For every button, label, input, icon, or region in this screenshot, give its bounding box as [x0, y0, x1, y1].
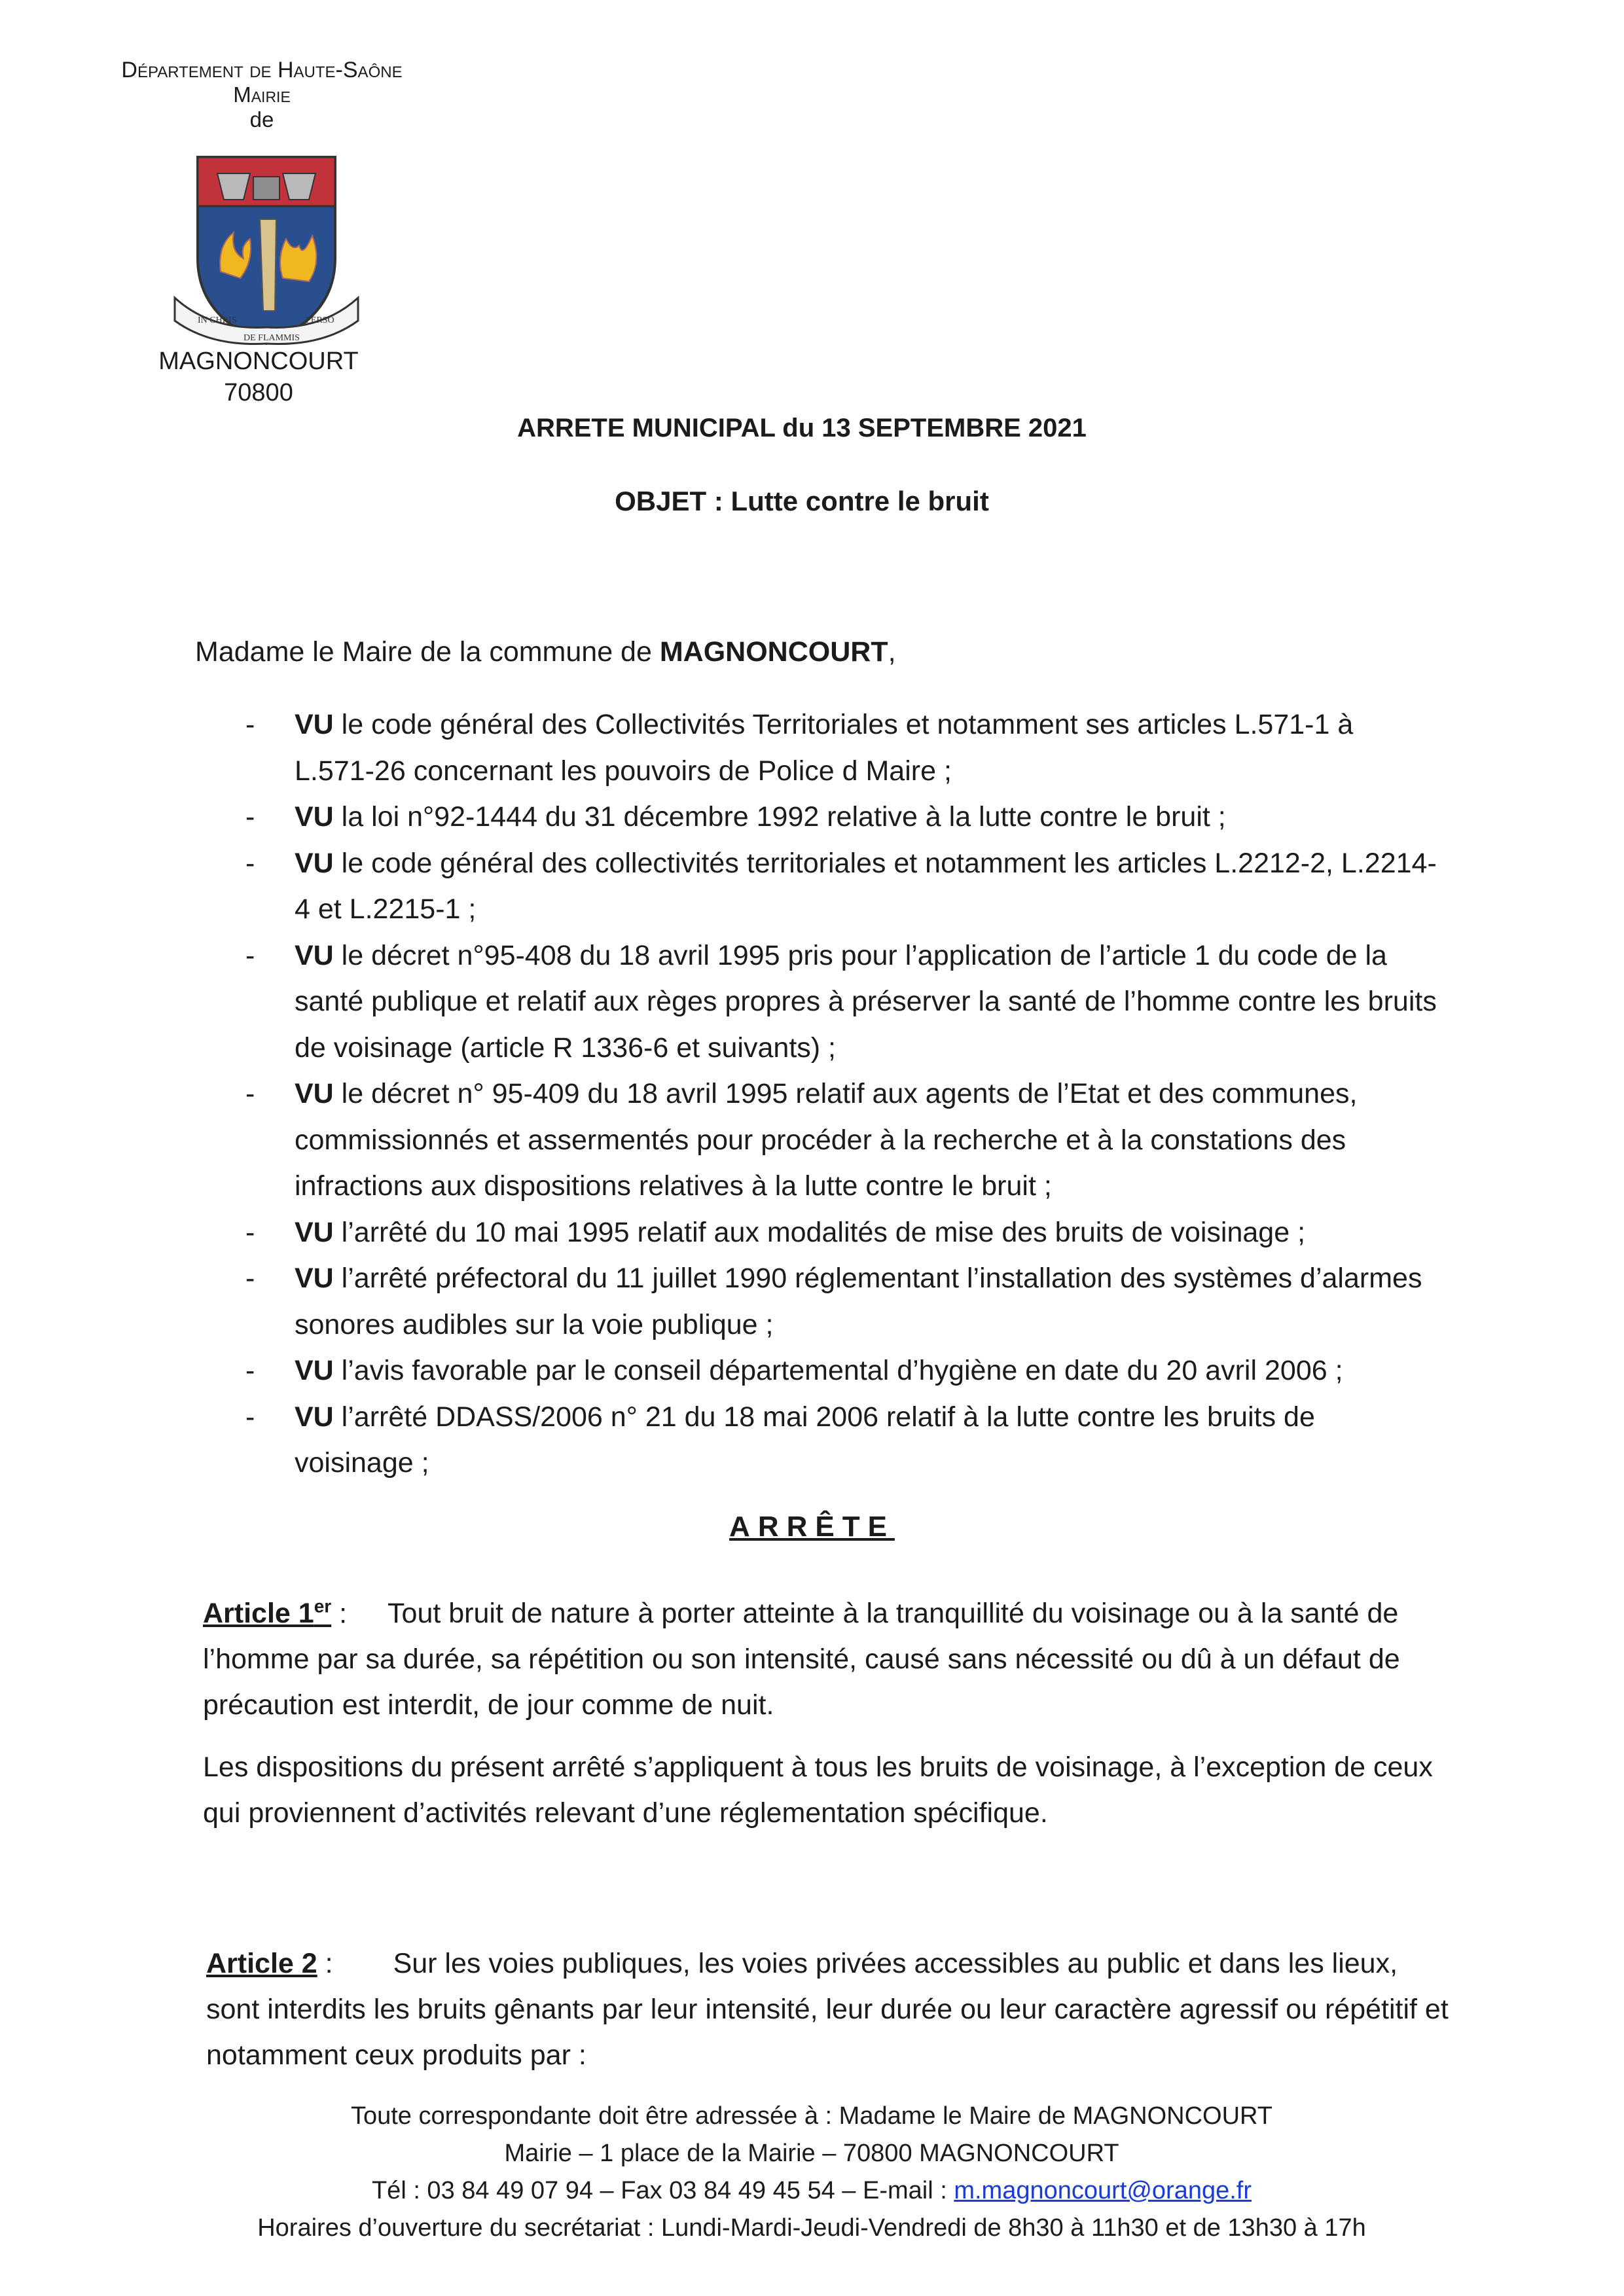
article-2-label: Article 2	[206, 1948, 317, 1979]
footer-line-1: Toute correspondante doit être adressée à : Madame le Maire de MAGNONCOURT	[350, 2102, 1273, 2130]
footer-line-2: Mairie – 1 place de la Mairie – 70800 MAGNONCOURT	[504, 2140, 1119, 2167]
vu-label: VU	[295, 939, 334, 971]
list-item	[245, 1394, 1437, 1486]
crest-motto-right: PERSO	[306, 315, 334, 325]
list-item	[245, 1210, 1437, 1256]
consideration-text: le code général des Collectivités Territoriales et notamment ses articles L.571-1 à L.571-26 concernant les pouvoirs de Police d Maire ;	[295, 709, 1354, 787]
vu-label: VU	[295, 801, 334, 833]
article-1-label	[203, 1598, 331, 1629]
article-2-paragraph	[206, 1941, 1450, 2078]
decree-title: ARRETE MUNICIPAL du 13 SEPTEMBRE 2021	[517, 414, 1087, 442]
vu-label: VU	[295, 1078, 334, 1109]
article-2-text: Sur les voies publiques, les voies privées accessibles au public et dans les lieux, sont interdits les bruits gênants par leur intensité, leur durée ou leur caractère agressif ou répétitif et notamment ceux produits par :	[206, 1948, 1449, 2071]
intro-suffix: ,	[888, 636, 896, 668]
decree-object: OBJET : Lutte contre le bruit	[615, 486, 989, 516]
consideration-text: le décret n°95-408 du 18 avril 1995 pris pour l’application de l’article 1 du code de la santé publique et relatif aux règes propres à préserver la santé de l’homme contre les bruits de voisinage (article R 1336-6 et suivants) ;	[295, 939, 1437, 1064]
commune-name: MAGNONCOURT	[158, 348, 359, 375]
crest-ribbon-text: DE FLAMMIS	[244, 333, 300, 343]
footer-line-4: Horaires d’ouverture du secrétariat : Lundi-Mardi-Jeudi-Vendredi de 8h30 à 11h30 et de 13h30 à 17h	[257, 2214, 1366, 2242]
list-item	[245, 794, 1437, 840]
consideration-text: le code général des collectivités territoriales et notamment les articles L.2212-2, L.2214-4 et L.2215-1 ;	[295, 847, 1437, 925]
consideration-text: la loi n°92-1444 du 31 décembre 1992 relative à la lutte contre le bruit ;	[333, 801, 1226, 833]
vu-label: VU	[295, 1355, 334, 1386]
list-item	[245, 933, 1437, 1071]
list-item	[245, 840, 1437, 933]
article-1-colon: :	[331, 1598, 348, 1630]
crest-motto-left: IN CHRIS	[198, 315, 237, 325]
consideration-text: l’arrêté du 10 mai 1995 relatif aux modalités de mise des bruits de voisinage ;	[333, 1216, 1306, 1248]
intro-line	[195, 636, 896, 668]
letterhead	[92, 58, 432, 132]
vu-label: VU	[295, 1216, 334, 1248]
vu-label: VU	[295, 709, 334, 740]
de-label: de	[249, 107, 274, 132]
consideration-text: l’arrêté préfectoral du 11 juillet 1990 réglementant l’installation des systèmes d’alarmes sonores audibles sur la voie publique ;	[295, 1263, 1422, 1340]
article-1-text: Tout bruit de nature à porter atteinte à la tranquillité du voisinage ou à la santé de l’homme par sa durée, sa répétition ou son intensité, causé sans nécessité ou dû à un défaut de précaution est interdit, de jour comme de nuit.	[203, 1598, 1400, 1721]
list-item	[245, 1071, 1437, 1210]
intro-prefix: Madame le Maire de la commune de	[195, 636, 660, 668]
vu-label: VU	[295, 847, 334, 879]
consideration-text: l’avis favorable par le conseil départemental d’hygiène en date du 20 avril 2006 ;	[333, 1355, 1343, 1386]
considerations-list	[245, 702, 1437, 1486]
mairie-label: Mairie	[233, 82, 291, 107]
vu-label: VU	[295, 1263, 334, 1294]
article-1-superscript: er	[314, 1596, 332, 1617]
page-footer	[131, 2098, 1492, 2247]
article-1-paragraph-2: Les dispositions du présent arrêté s’appliquent à tous les bruits de voisinage, à l’exception de ceux qui proviennent d’activités relevant d’une réglementation spécifique.	[203, 1751, 1433, 1829]
decision-heading: ARRÊTE	[729, 1511, 895, 1543]
consideration-text: le décret n° 95-409 du 18 avril 1995 relatif aux agents de l’Etat et des communes, commissionnés et assermentés pour procéder à la recherche et à la constations des infractions aux dispositions relatives à la lutte contre le bruit ;	[295, 1078, 1358, 1202]
article-2-colon: :	[317, 1948, 333, 1979]
intro-commune: MAGNONCOURT	[659, 636, 888, 668]
commune-block	[111, 346, 406, 408]
article-1-paragraph	[203, 1584, 1447, 1728]
coat-of-arms-icon	[171, 147, 361, 363]
list-item	[245, 1255, 1437, 1348]
list-item	[245, 1348, 1437, 1394]
consideration-text: l’arrêté DDASS/2006 n° 21 du 18 mai 2006 relatif à la lutte contre les bruits de voisinage ;	[295, 1401, 1315, 1479]
department-name: Département de Haute-Saône	[121, 58, 403, 82]
vu-label: VU	[295, 1401, 334, 1433]
footer-phone-fax: Tél : 03 84 49 07 94 – Fax 03 84 49 45 54 – E-mail :	[371, 2177, 954, 2204]
footer-line-3	[131, 2172, 1492, 2210]
list-item	[245, 702, 1437, 794]
postcode: 70800	[224, 379, 293, 406]
email-link[interactable]: m.magnoncourt@orange.fr	[954, 2177, 1252, 2204]
article-1-label-text: Article 1	[203, 1598, 314, 1630]
